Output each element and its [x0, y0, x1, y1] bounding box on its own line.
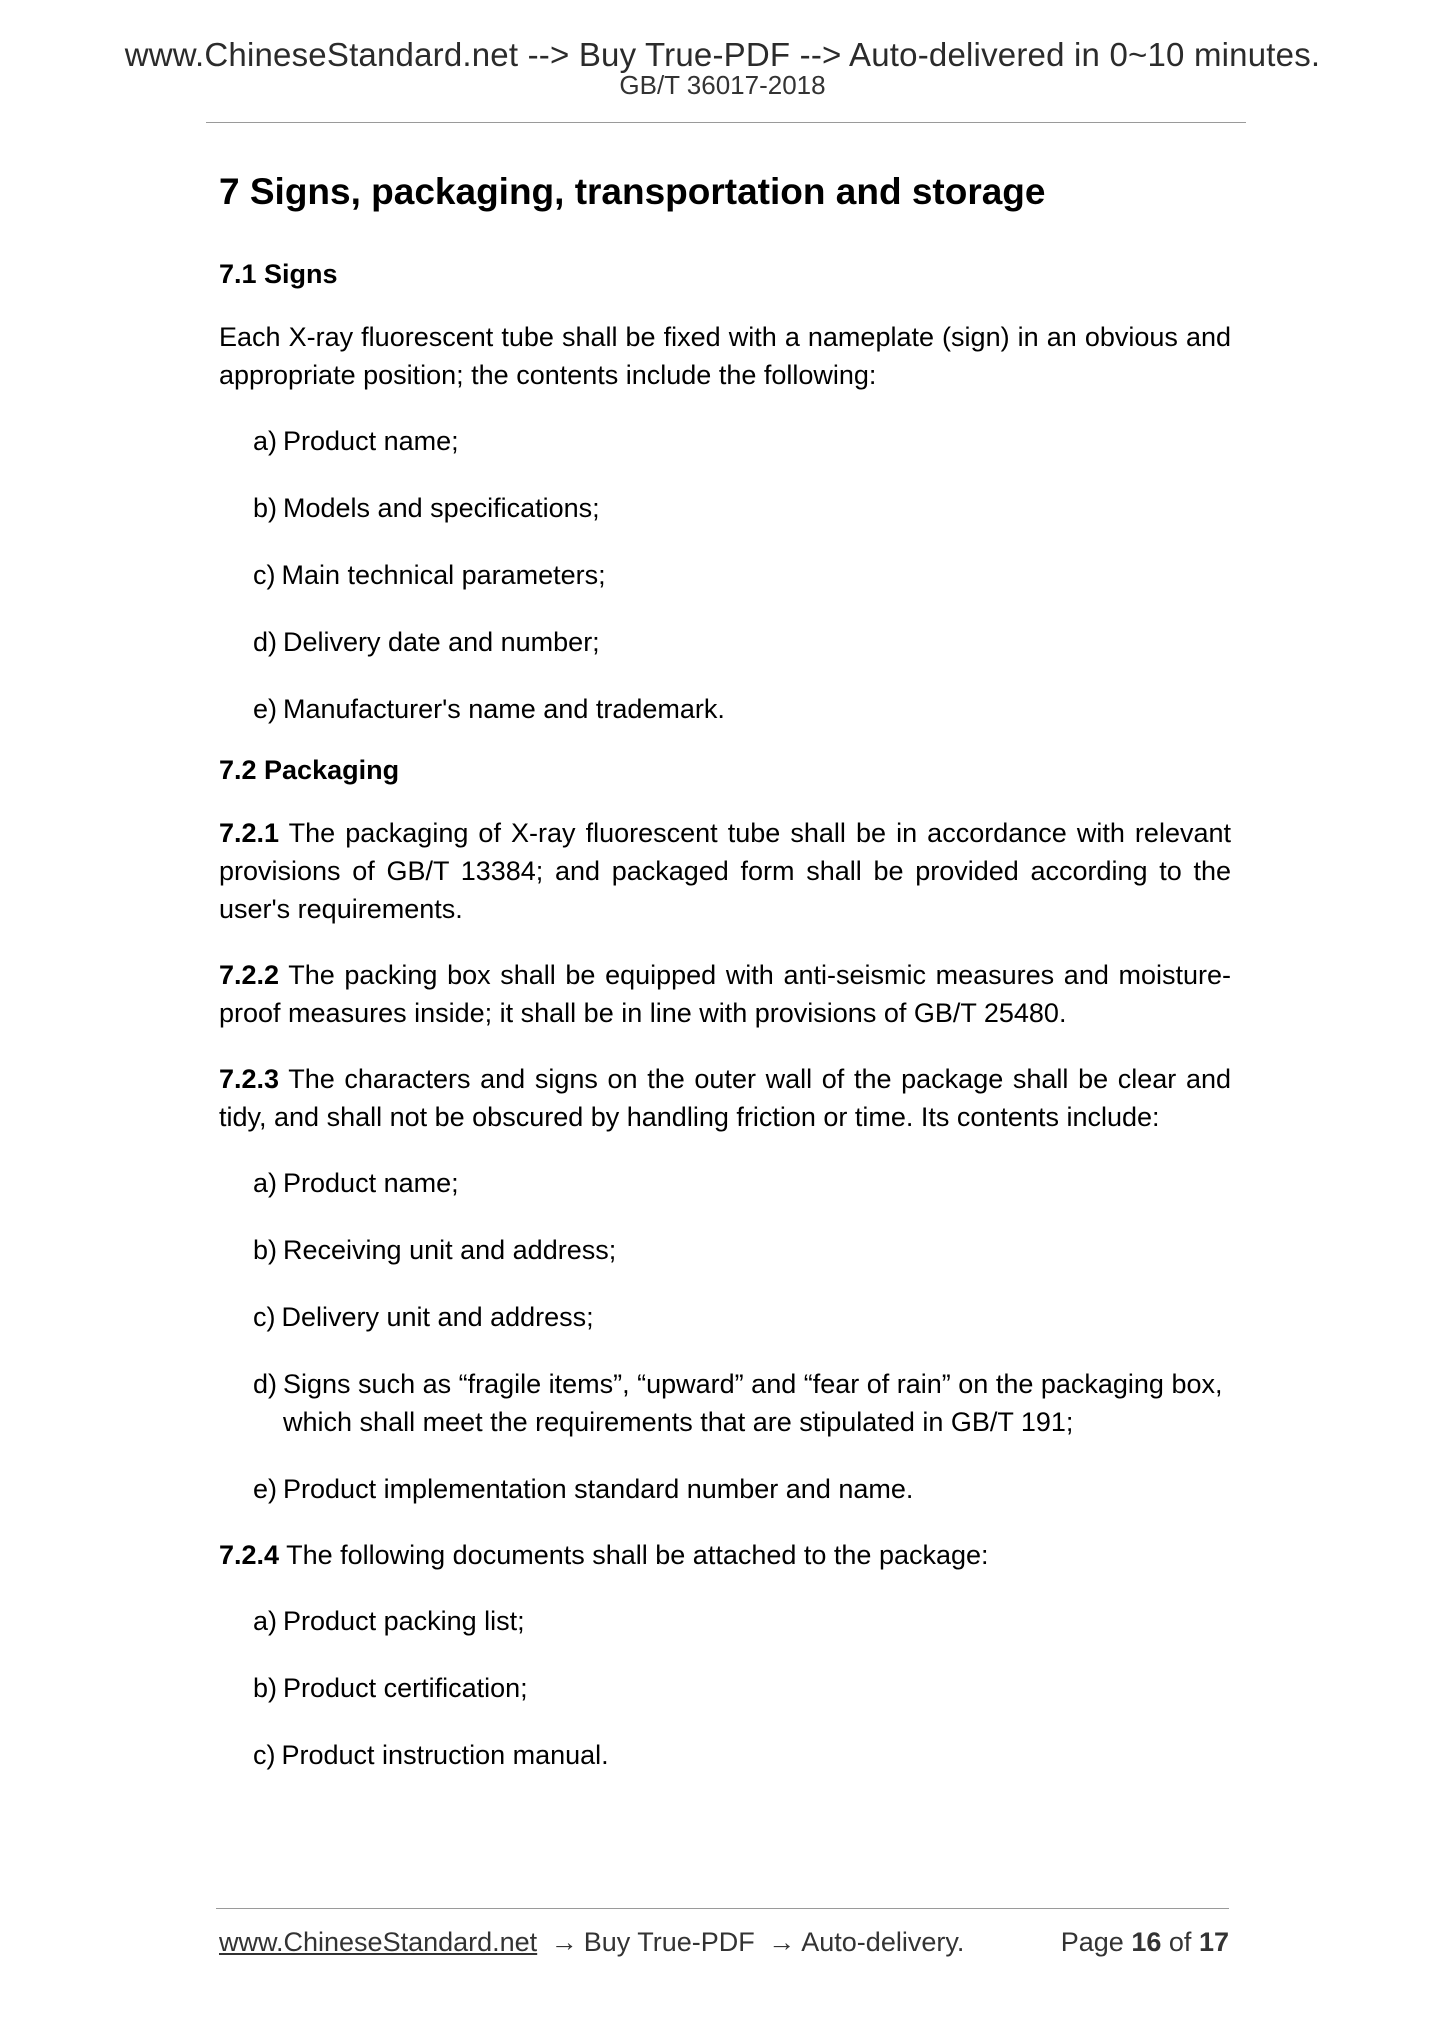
- package-markings-list: [219, 1164, 1231, 1508]
- footer-links: [219, 1926, 964, 1958]
- section-heading-packaging: 7.2 Packaging: [219, 755, 400, 786]
- clause-number: 7.2.3: [219, 1063, 280, 1094]
- list-marker: e): [253, 1473, 278, 1504]
- list-marker: c): [253, 560, 276, 591]
- list-marker: b): [253, 1672, 278, 1703]
- list-marker: e): [253, 694, 278, 725]
- page-number: [1061, 1926, 1229, 1958]
- list-item-text: Models and specifications;: [283, 493, 600, 524]
- list-item-text: Product name;: [283, 1167, 459, 1198]
- list-item: [253, 556, 1231, 594]
- list-marker: a): [253, 426, 278, 457]
- header-divider: [206, 122, 1246, 123]
- list-item-text: Delivery unit and address;: [281, 1301, 594, 1332]
- list-item: [253, 489, 1231, 527]
- list-item: [253, 1365, 1231, 1441]
- page-total: 17: [1198, 1927, 1229, 1957]
- list-marker: a): [253, 1167, 278, 1198]
- list-item: [253, 623, 1231, 661]
- arrow-right-icon: →: [550, 1927, 578, 1957]
- list-marker: d): [253, 627, 278, 658]
- clause-7-2-3: [219, 1060, 1231, 1136]
- list-item: [253, 1669, 1231, 1707]
- list-marker: b): [253, 493, 278, 524]
- clause-text: The following documents shall be attached to the package:: [286, 1539, 989, 1570]
- list-item-text: Manufacturer's name and trademark.: [283, 694, 725, 725]
- list-item: [253, 1298, 1231, 1336]
- list-item: [253, 1736, 1231, 1774]
- list-marker: a): [253, 1605, 278, 1636]
- clause-number: 7.2.1: [219, 817, 280, 848]
- list-item-text: Main technical parameters;: [281, 560, 606, 591]
- list-item: [253, 1164, 1231, 1202]
- footer-site-link[interactable]: www.ChineseStandard.net: [219, 1927, 538, 1957]
- page-label: Page: [1060, 1927, 1124, 1957]
- attached-documents-list: [219, 1602, 1231, 1774]
- document-code: GB/T 36017-2018: [619, 70, 826, 100]
- list-item-text: Product name;: [283, 426, 459, 457]
- list-marker: c): [253, 1301, 276, 1332]
- list-item-text: Product packing list;: [283, 1605, 525, 1636]
- list-item: [253, 422, 1231, 460]
- list-item-text: Product implementation standard number and name.: [283, 1473, 914, 1504]
- section-heading-signs: 7.1 Signs: [219, 259, 338, 290]
- chapter-title: 7 Signs, packaging, transportation and storage: [219, 171, 1046, 212]
- clause-number: 7.2.4: [219, 1539, 280, 1570]
- list-item-text: Product certification;: [283, 1672, 528, 1703]
- list-marker: d): [253, 1368, 278, 1399]
- list-marker: b): [253, 1234, 278, 1265]
- list-item: [253, 1602, 1231, 1640]
- clause-7-2-4: [219, 1536, 1231, 1574]
- list-item-text: Signs such as “fragile items”, “upward” and “fear of rain” on the packaging box, which shall meet the requirements that are stipulated in GB/T 191;: [283, 1368, 1223, 1437]
- signs-content-list: [219, 422, 1231, 728]
- footer-buy-text: Buy True-PDF: [583, 1927, 755, 1957]
- clause-7-2-1: [219, 814, 1231, 928]
- page-of-label: of: [1168, 1927, 1192, 1957]
- clause-text: The packaging of X-ray fluorescent tube shall be in accordance with relevant provisions of GB/T 13384; and packaged form shall be provided according to the user's requirements.: [219, 817, 1231, 924]
- top-banner[interactable]: www.ChineseStandard.net --> Buy True-PDF --> Auto-delivered in 0~10 minutes.: [124, 36, 1321, 73]
- clause-text: The characters and signs on the outer wall of the package shall be clear and tidy, and shall not be obscured by handling friction or time. Its contents include:: [219, 1063, 1231, 1132]
- list-item: [253, 1231, 1231, 1269]
- footer-divider: [216, 1908, 1229, 1909]
- list-item: [253, 1470, 1231, 1508]
- signs-intro-paragraph: Each X-ray fluorescent tube shall be fixed with a nameplate (sign) in an obvious and appropriate position; the contents include the following:: [219, 322, 1231, 391]
- clause-number: 7.2.2: [219, 959, 280, 990]
- page-content: [219, 170, 1231, 1803]
- clause-7-2-2: [219, 956, 1231, 1032]
- arrow-right-icon: →: [768, 1927, 796, 1957]
- list-marker: c): [253, 1739, 276, 1770]
- list-item-text: Delivery date and number;: [283, 627, 600, 658]
- footer-delivery-text: Auto-delivery.: [801, 1927, 965, 1957]
- list-item: [253, 690, 1231, 728]
- list-item-text: Receiving unit and address;: [283, 1234, 617, 1265]
- list-item-text: Product instruction manual.: [281, 1739, 609, 1770]
- page-current: 16: [1131, 1927, 1162, 1957]
- clause-text: The packing box shall be equipped with anti-seismic measures and moisture-proof measures inside; it shall be in line with provisions of GB/T 25480.: [219, 959, 1232, 1028]
